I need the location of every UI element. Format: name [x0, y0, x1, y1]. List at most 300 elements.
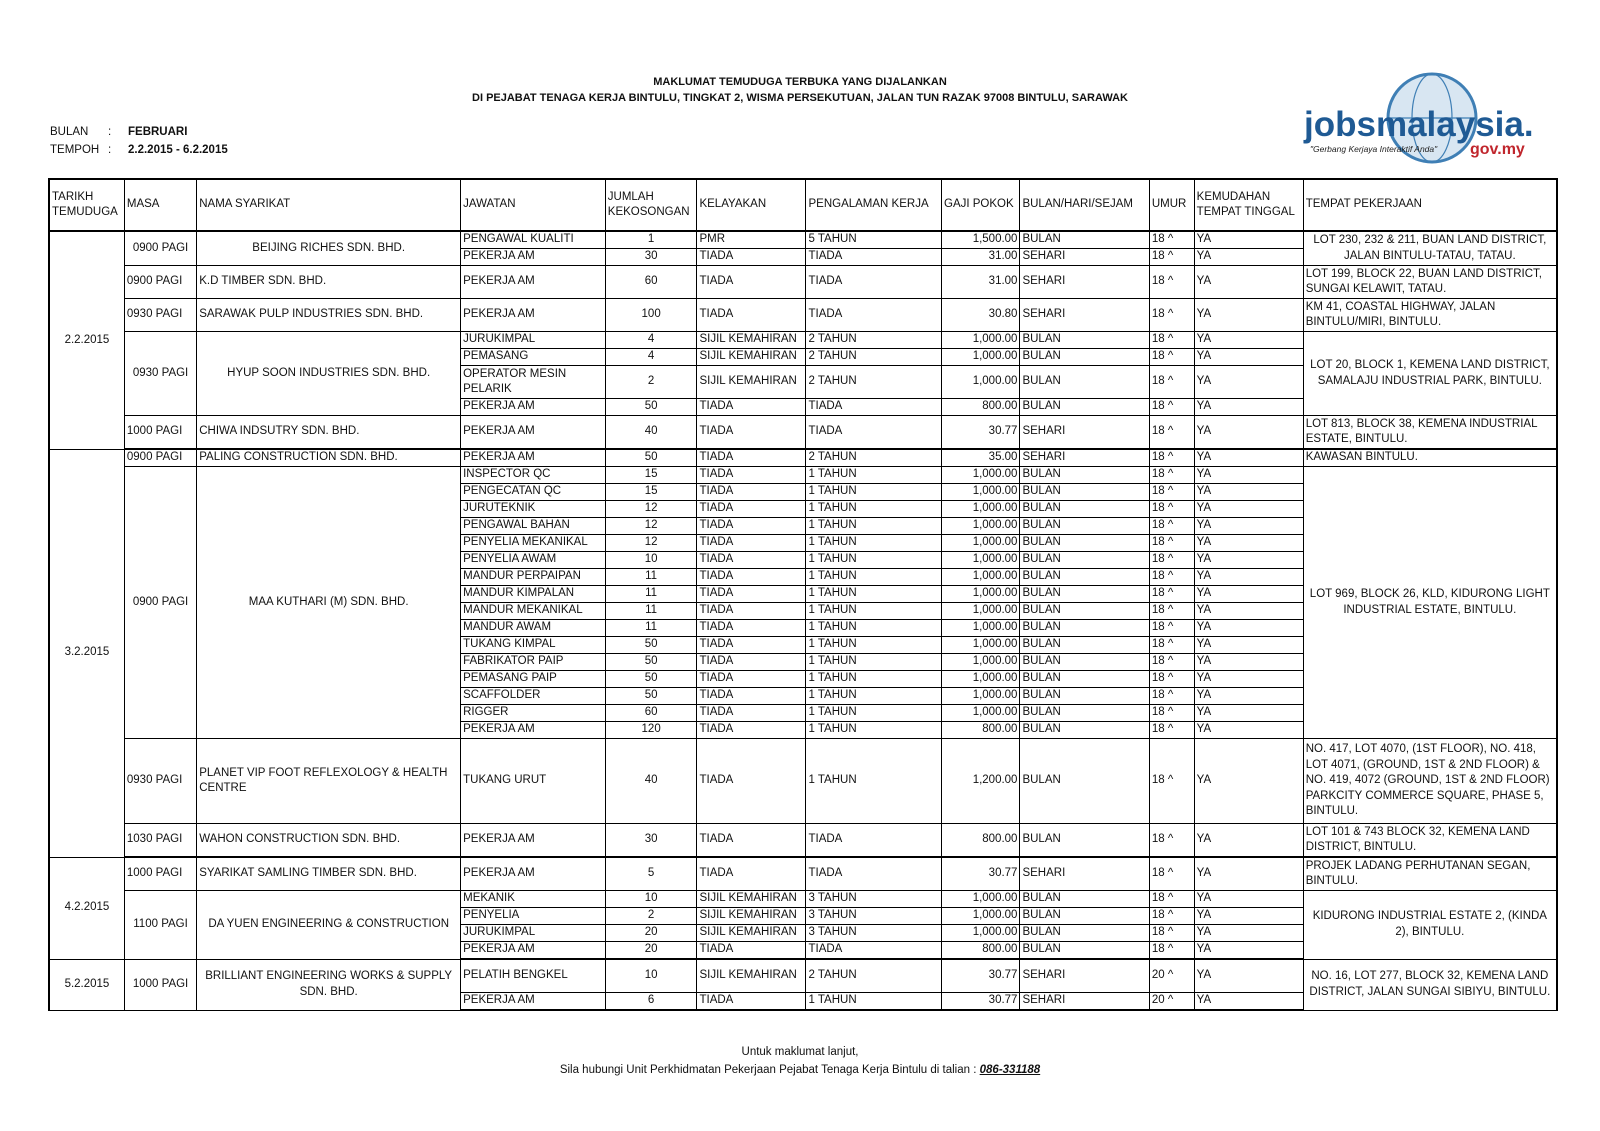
pay-period-cell: BULAN — [1020, 925, 1149, 942]
table-header-row — [49, 179, 1557, 231]
age-cell: 18 ^ — [1149, 569, 1194, 586]
col-header: KEMUDAHAN TEMPAT TINGGAL — [1194, 179, 1303, 231]
salary-cell: 1,000.00 — [942, 332, 1020, 349]
workplace-cell: LOT 813, BLOCK 38, KEMENA INDUSTRIAL ESTATE, BINTULU. — [1303, 416, 1557, 450]
salary-cell: 800.00 — [942, 942, 1020, 960]
position-cell: PEKERJA AM — [461, 942, 606, 960]
qualification-cell: TIADA — [697, 416, 806, 450]
pay-period-cell: BULAN — [1020, 654, 1149, 671]
age-cell: 18 ^ — [1149, 688, 1194, 705]
table-row — [49, 857, 1557, 891]
tempoh-value: 2.2.2015 - 6.2.2015 — [128, 144, 228, 156]
salary-cell: 1,000.00 — [942, 671, 1020, 688]
accommodation-cell: YA — [1194, 671, 1303, 688]
accommodation-cell: YA — [1194, 705, 1303, 722]
workplace-cell: PROJEK LADANG PERHUTANAN SEGAN, BINTULU. — [1303, 857, 1557, 891]
experience-cell: 1 TAHUN — [806, 705, 942, 722]
vacancy-count-cell: 20 — [605, 942, 697, 960]
experience-cell: 1 TAHUN — [806, 993, 942, 1011]
position-cell: MANDUR MEKANIKAL — [461, 603, 606, 620]
vacancy-count-cell: 15 — [605, 467, 697, 484]
age-cell: 18 ^ — [1149, 399, 1194, 416]
bulan-colon: : — [108, 126, 112, 138]
position-cell: MANDUR PERPAIPAN — [461, 569, 606, 586]
qualification-cell: TIADA — [697, 688, 806, 705]
interview-date-cell: 4.2.2015 — [49, 857, 124, 959]
vacancy-count-cell: 4 — [605, 332, 697, 349]
vacancy-count-cell: 4 — [605, 349, 697, 366]
age-cell: 18 ^ — [1149, 366, 1194, 399]
position-cell: PELATIH BENGKEL — [461, 959, 606, 993]
pay-period-cell: BULAN — [1020, 688, 1149, 705]
time-cell: 0930 PAGI — [124, 332, 196, 416]
salary-cell: 1,000.00 — [942, 925, 1020, 942]
tempoh-row — [50, 144, 228, 156]
vacancy-count-cell: 50 — [605, 399, 697, 416]
pay-period-cell: SEHARI — [1020, 857, 1149, 891]
company-name-cell: SYARIKAT SAMLING TIMBER SDN. BHD. — [197, 857, 461, 891]
pay-period-cell: BULAN — [1020, 552, 1149, 569]
age-cell: 18 ^ — [1149, 535, 1194, 552]
vacancy-count-cell: 11 — [605, 620, 697, 637]
experience-cell: TIADA — [806, 399, 942, 416]
footer-line-2 — [0, 1064, 1600, 1076]
experience-cell: 2 TAHUN — [806, 449, 942, 467]
qualification-cell: TIADA — [697, 637, 806, 654]
age-cell: 18 ^ — [1149, 467, 1194, 484]
position-cell: MANDUR AWAM — [461, 620, 606, 637]
vacancy-count-cell: 6 — [605, 993, 697, 1011]
vacancy-count-cell: 30 — [605, 249, 697, 266]
age-cell: 18 ^ — [1149, 637, 1194, 654]
qualification-cell: TIADA — [697, 467, 806, 484]
salary-cell: 1,000.00 — [942, 501, 1020, 518]
col-header: TEMPAT PEKERJAAN — [1303, 179, 1557, 231]
accommodation-cell: YA — [1194, 467, 1303, 484]
qualification-cell: SIJIL KEMAHIRAN — [697, 349, 806, 366]
col-header: NAMA SYARIKAT — [197, 179, 461, 231]
position-cell: PEKERJA AM — [461, 399, 606, 416]
qualification-cell: SIJIL KEMAHIRAN — [697, 891, 806, 908]
salary-cell: 1,000.00 — [942, 705, 1020, 722]
position-cell: SCAFFOLDER — [461, 688, 606, 705]
age-cell: 18 ^ — [1149, 857, 1194, 891]
workplace-cell: NO. 16, LOT 277, BLOCK 32, KEMENA LAND DISTRICT, JALAN SUNGAI SIBIYU, BINTULU. — [1303, 959, 1557, 1010]
col-header: KELAYAKAN — [697, 179, 806, 231]
vacancy-count-cell: 50 — [605, 671, 697, 688]
logo-tagline: "Gerbang Kerjaya Interaktif Anda" — [1310, 144, 1438, 154]
pay-period-cell: BULAN — [1020, 484, 1149, 501]
experience-cell: 2 TAHUN — [806, 332, 942, 349]
table-row — [49, 332, 1557, 349]
experience-cell: 1 TAHUN — [806, 535, 942, 552]
age-cell: 18 ^ — [1149, 942, 1194, 960]
pay-period-cell: BULAN — [1020, 366, 1149, 399]
salary-cell: 1,000.00 — [942, 349, 1020, 366]
bulan-row — [50, 126, 187, 138]
position-cell: JURUKIMPAL — [461, 332, 606, 349]
position-cell: PENYELIA AWAM — [461, 552, 606, 569]
experience-cell: 3 TAHUN — [806, 891, 942, 908]
experience-cell: TIADA — [806, 299, 942, 332]
col-header: BULAN/HARI/SEJAM — [1020, 179, 1149, 231]
company-name-cell: MAA KUTHARI (M) SDN. BHD. — [197, 467, 461, 739]
pay-period-cell: SEHARI — [1020, 249, 1149, 266]
salary-cell: 1,000.00 — [942, 891, 1020, 908]
pay-period-cell: SEHARI — [1020, 449, 1149, 467]
time-cell: 0900 PAGI — [124, 266, 196, 299]
pay-period-cell: BULAN — [1020, 501, 1149, 518]
age-cell: 18 ^ — [1149, 449, 1194, 467]
col-header: JAWATAN — [461, 179, 606, 231]
accommodation-cell: YA — [1194, 688, 1303, 705]
salary-cell: 1,000.00 — [942, 603, 1020, 620]
table-row — [49, 449, 1557, 467]
logo-domain-text: gov.my — [1470, 141, 1525, 158]
vacancy-count-cell: 50 — [605, 654, 697, 671]
pay-period-cell: BULAN — [1020, 942, 1149, 960]
pay-period-cell: BULAN — [1020, 603, 1149, 620]
time-cell: 1000 PAGI — [124, 416, 196, 450]
col-header: TARIKH TEMUDUGA — [49, 179, 124, 231]
age-cell: 18 ^ — [1149, 586, 1194, 603]
company-name-cell: CHIWA INDSUTRY SDN. BHD. — [197, 416, 461, 450]
qualification-cell: TIADA — [697, 552, 806, 569]
experience-cell: 2 TAHUN — [806, 366, 942, 399]
qualification-cell: TIADA — [697, 484, 806, 501]
table-row — [49, 231, 1557, 249]
age-cell: 18 ^ — [1149, 484, 1194, 501]
experience-cell: TIADA — [806, 942, 942, 960]
pay-period-cell: SEHARI — [1020, 993, 1149, 1011]
salary-cell: 1,200.00 — [942, 739, 1020, 824]
qualification-cell: SIJIL KEMAHIRAN — [697, 908, 806, 925]
experience-cell: 5 TAHUN — [806, 231, 942, 249]
age-cell: 18 ^ — [1149, 249, 1194, 266]
salary-cell: 30.80 — [942, 299, 1020, 332]
age-cell: 18 ^ — [1149, 552, 1194, 569]
position-cell: INSPECTOR QC — [461, 467, 606, 484]
time-cell: 1000 PAGI — [124, 857, 196, 891]
interview-date-cell: 2.2.2015 — [49, 231, 124, 449]
age-cell: 18 ^ — [1149, 603, 1194, 620]
table-row — [49, 266, 1557, 299]
pay-period-cell: BULAN — [1020, 231, 1149, 249]
table-row — [49, 891, 1557, 908]
accommodation-cell: YA — [1194, 603, 1303, 620]
qualification-cell: TIADA — [697, 654, 806, 671]
accommodation-cell: YA — [1194, 857, 1303, 891]
footer-contact-text: Sila hubungi Unit Perkhidmatan Pekerjaan Pejabat Tenaga Kerja Bintulu di talian : — [559, 1064, 977, 1076]
position-cell: PEMASANG — [461, 349, 606, 366]
experience-cell: 1 TAHUN — [806, 467, 942, 484]
time-cell: 0930 PAGI — [124, 299, 196, 332]
accommodation-cell: YA — [1194, 942, 1303, 960]
experience-cell: 1 TAHUN — [806, 569, 942, 586]
position-cell: PEKERJA AM — [461, 857, 606, 891]
position-cell: PEKERJA AM — [461, 449, 606, 467]
pay-period-cell: BULAN — [1020, 722, 1149, 739]
pay-period-cell: BULAN — [1020, 739, 1149, 824]
salary-cell: 30.77 — [942, 993, 1020, 1011]
vacancy-count-cell: 5 — [605, 857, 697, 891]
salary-cell: 31.00 — [942, 266, 1020, 299]
table-row — [49, 299, 1557, 332]
pay-period-cell: BULAN — [1020, 535, 1149, 552]
accommodation-cell: YA — [1194, 518, 1303, 535]
footer-line-1: Untuk maklumat lanjut, — [741, 1046, 859, 1058]
accommodation-cell: YA — [1194, 535, 1303, 552]
accommodation-cell: YA — [1194, 416, 1303, 450]
vacancy-count-cell: 40 — [605, 739, 697, 824]
vacancy-count-cell: 100 — [605, 299, 697, 332]
table-row — [49, 467, 1557, 484]
vacancy-count-cell: 11 — [605, 586, 697, 603]
position-cell: PENYELIA MEKANIKAL — [461, 535, 606, 552]
qualification-cell: TIADA — [697, 535, 806, 552]
title-line-1: MAKLUMAT TEMUDUGA TERBUKA YANG DIJALANKAN — [653, 76, 947, 88]
position-cell: TUKANG KIMPAL — [461, 637, 606, 654]
salary-cell: 1,000.00 — [942, 467, 1020, 484]
qualification-cell: TIADA — [697, 266, 806, 299]
qualification-cell: TIADA — [697, 705, 806, 722]
experience-cell: 1 TAHUN — [806, 484, 942, 501]
salary-cell: 800.00 — [942, 722, 1020, 739]
accommodation-cell: YA — [1194, 266, 1303, 299]
age-cell: 18 ^ — [1149, 416, 1194, 450]
vacancy-count-cell: 12 — [605, 518, 697, 535]
accommodation-cell: YA — [1194, 959, 1303, 993]
salary-cell: 1,000.00 — [942, 569, 1020, 586]
experience-cell: 3 TAHUN — [806, 925, 942, 942]
experience-cell: TIADA — [806, 416, 942, 450]
workplace-cell: LOT 230, 232 & 211, BUAN LAND DISTRICT, JALAN BINTULU-TATAU, TATAU. — [1303, 231, 1557, 266]
vacancy-count-cell: 10 — [605, 891, 697, 908]
salary-cell: 35.00 — [942, 449, 1020, 467]
position-cell: PEKERJA AM — [461, 416, 606, 450]
salary-cell: 30.77 — [942, 416, 1020, 450]
col-header: JUMLAH KEKOSONGAN — [605, 179, 697, 231]
accommodation-cell: YA — [1194, 722, 1303, 739]
time-cell: 1030 PAGI — [124, 824, 196, 858]
salary-cell: 1,000.00 — [942, 688, 1020, 705]
salary-cell: 1,000.00 — [942, 654, 1020, 671]
age-cell: 18 ^ — [1149, 654, 1194, 671]
vacancy-count-cell: 2 — [605, 908, 697, 925]
age-cell: 18 ^ — [1149, 231, 1194, 249]
qualification-cell: TIADA — [697, 942, 806, 960]
experience-cell: 1 TAHUN — [806, 586, 942, 603]
experience-cell: 1 TAHUN — [806, 739, 942, 824]
qualification-cell: PMR — [697, 231, 806, 249]
vacancy-count-cell: 12 — [605, 501, 697, 518]
pay-period-cell: BULAN — [1020, 908, 1149, 925]
salary-cell: 800.00 — [942, 824, 1020, 858]
position-cell: OPERATOR MESIN PELARIK — [461, 366, 606, 399]
table-row — [49, 959, 1557, 993]
qualification-cell: TIADA — [697, 399, 806, 416]
vacancy-count-cell: 40 — [605, 416, 697, 450]
qualification-cell: SIJIL KEMAHIRAN — [697, 366, 806, 399]
workplace-cell: KM 41, COASTAL HIGHWAY, JALAN BINTULU/MIRI, BINTULU. — [1303, 299, 1557, 332]
accommodation-cell: YA — [1194, 552, 1303, 569]
position-cell: PEKERJA AM — [461, 722, 606, 739]
experience-cell: 1 TAHUN — [806, 688, 942, 705]
salary-cell: 1,000.00 — [942, 484, 1020, 501]
interview-date-cell: 3.2.2015 — [49, 449, 124, 857]
qualification-cell: TIADA — [697, 299, 806, 332]
table-body — [49, 231, 1557, 1010]
col-header: PENGALAMAN KERJA — [806, 179, 942, 231]
pay-period-cell: BULAN — [1020, 349, 1149, 366]
company-name-cell: PLANET VIP FOOT REFLEXOLOGY & HEALTH CENTRE — [197, 739, 461, 824]
pay-period-cell: BULAN — [1020, 824, 1149, 858]
workplace-cell: LOT 199, BLOCK 22, BUAN LAND DISTRICT, SUNGAI KELAWIT, TATAU. — [1303, 266, 1557, 299]
experience-cell: 2 TAHUN — [806, 349, 942, 366]
position-cell: PEKERJA AM — [461, 824, 606, 858]
pay-period-cell: SEHARI — [1020, 299, 1149, 332]
experience-cell: 1 TAHUN — [806, 552, 942, 569]
position-cell: PEMASANG PAIP — [461, 671, 606, 688]
qualification-cell: TIADA — [697, 857, 806, 891]
position-cell: JURUKIMPAL — [461, 925, 606, 942]
workplace-cell: LOT 101 & 743 BLOCK 32, KEMENA LAND DISTRICT, BINTULU. — [1303, 824, 1557, 858]
age-cell: 18 ^ — [1149, 824, 1194, 858]
qualification-cell: TIADA — [697, 993, 806, 1011]
company-name-cell: WAHON CONSTRUCTION SDN. BHD. — [197, 824, 461, 858]
col-header: GAJI POKOK — [942, 179, 1020, 231]
vacancy-count-cell: 10 — [605, 552, 697, 569]
qualification-cell: SIJIL KEMAHIRAN — [697, 925, 806, 942]
salary-cell: 1,000.00 — [942, 637, 1020, 654]
age-cell: 18 ^ — [1149, 739, 1194, 824]
age-cell: 18 ^ — [1149, 908, 1194, 925]
salary-cell: 1,000.00 — [942, 552, 1020, 569]
qualification-cell: TIADA — [697, 671, 806, 688]
salary-cell: 31.00 — [942, 249, 1020, 266]
vacancy-count-cell: 12 — [605, 535, 697, 552]
vacancy-count-cell: 20 — [605, 925, 697, 942]
age-cell: 18 ^ — [1149, 620, 1194, 637]
accommodation-cell: YA — [1194, 637, 1303, 654]
experience-cell: 1 TAHUN — [806, 654, 942, 671]
age-cell: 18 ^ — [1149, 266, 1194, 299]
position-cell: PENYELIA — [461, 908, 606, 925]
salary-cell: 1,500.00 — [942, 231, 1020, 249]
company-name-cell: SARAWAK PULP INDUSTRIES SDN. BHD. — [197, 299, 461, 332]
company-name-cell: BRILLIANT ENGINEERING WORKS & SUPPLY SDN. BHD. — [197, 959, 461, 1010]
company-name-cell: DA YUEN ENGINEERING & CONSTRUCTION — [197, 891, 461, 960]
workplace-cell: LOT 969, BLOCK 26, KLD, KIDURONG LIGHT INDUSTRIAL ESTATE, BINTULU. — [1303, 467, 1557, 739]
qualification-cell: TIADA — [697, 249, 806, 266]
vacancy-count-cell: 50 — [605, 637, 697, 654]
vacancy-count-cell: 50 — [605, 688, 697, 705]
pay-period-cell: BULAN — [1020, 586, 1149, 603]
accommodation-cell: YA — [1194, 654, 1303, 671]
qualification-cell: TIADA — [697, 739, 806, 824]
accommodation-cell: YA — [1194, 449, 1303, 467]
accommodation-cell: YA — [1194, 349, 1303, 366]
workplace-cell: NO. 417, LOT 4070, (1ST FLOOR), NO. 418, LOT 4071, (GROUND, 1ST & 2ND FLOOR) & NO. 419, 4072 (GROUND, 1ST & 2ND FLOOR) PARKCITY COMMERCE SQUARE, PHASE 5, BINTULU. — [1303, 739, 1557, 824]
salary-cell: 1,000.00 — [942, 908, 1020, 925]
time-cell: 0900 PAGI — [124, 467, 196, 739]
pay-period-cell: SEHARI — [1020, 416, 1149, 450]
age-cell: 20 ^ — [1149, 993, 1194, 1011]
experience-cell: 1 TAHUN — [806, 671, 942, 688]
pay-period-cell: BULAN — [1020, 569, 1149, 586]
salary-cell: 30.77 — [942, 857, 1020, 891]
age-cell: 18 ^ — [1149, 671, 1194, 688]
qualification-cell: TIADA — [697, 586, 806, 603]
pay-period-cell: BULAN — [1020, 891, 1149, 908]
vacancy-count-cell: 30 — [605, 824, 697, 858]
accommodation-cell: YA — [1194, 484, 1303, 501]
workplace-cell: LOT 20, BLOCK 1, KEMENA LAND DISTRICT, SAMALAJU INDUSTRIAL PARK, BINTULU. — [1303, 332, 1557, 416]
qualification-cell: TIADA — [697, 449, 806, 467]
accommodation-cell: YA — [1194, 993, 1303, 1011]
position-cell: JURUTEKNIK — [461, 501, 606, 518]
time-cell: 0930 PAGI — [124, 739, 196, 824]
position-cell: PEKERJA AM — [461, 266, 606, 299]
age-cell: 18 ^ — [1149, 501, 1194, 518]
age-cell: 18 ^ — [1149, 705, 1194, 722]
company-name-cell: HYUP SOON INDUSTRIES SDN. BHD. — [197, 332, 461, 416]
salary-cell: 1,000.00 — [942, 366, 1020, 399]
qualification-cell: TIADA — [697, 722, 806, 739]
pay-period-cell: SEHARI — [1020, 959, 1149, 993]
salary-cell: 1,000.00 — [942, 620, 1020, 637]
qualification-cell: SIJIL KEMAHIRAN — [697, 959, 806, 993]
experience-cell: TIADA — [806, 266, 942, 299]
accommodation-cell: YA — [1194, 739, 1303, 824]
time-cell: 0900 PAGI — [124, 449, 196, 467]
qualification-cell: TIADA — [697, 603, 806, 620]
vacancy-count-cell: 120 — [605, 722, 697, 739]
position-cell: PENGAWAL KUALITI — [461, 231, 606, 249]
table-row — [49, 416, 1557, 450]
position-cell: FABRIKATOR PAIP — [461, 654, 606, 671]
vacancy-count-cell: 50 — [605, 449, 697, 467]
qualification-cell: TIADA — [697, 501, 806, 518]
qualification-cell: TIADA — [697, 824, 806, 858]
vacancy-count-cell: 2 — [605, 366, 697, 399]
time-cell: 1000 PAGI — [124, 959, 196, 1010]
vacancy-count-cell: 10 — [605, 959, 697, 993]
table-row — [49, 739, 1557, 824]
vacancy-count-cell: 11 — [605, 603, 697, 620]
age-cell: 18 ^ — [1149, 299, 1194, 332]
workplace-cell: KAWASAN BINTULU. — [1303, 449, 1557, 467]
pay-period-cell: BULAN — [1020, 637, 1149, 654]
age-cell: 18 ^ — [1149, 891, 1194, 908]
accommodation-cell: YA — [1194, 569, 1303, 586]
bulan-label: BULAN — [50, 126, 89, 138]
salary-cell: 1,000.00 — [942, 535, 1020, 552]
pay-period-cell: BULAN — [1020, 705, 1149, 722]
interview-table — [48, 178, 1558, 1011]
salary-cell: 1,000.00 — [942, 518, 1020, 535]
accommodation-cell: YA — [1194, 586, 1303, 603]
accommodation-cell: YA — [1194, 366, 1303, 399]
experience-cell: TIADA — [806, 857, 942, 891]
position-cell: PEKERJA AM — [461, 299, 606, 332]
age-cell: 20 ^ — [1149, 959, 1194, 993]
pay-period-cell: BULAN — [1020, 620, 1149, 637]
age-cell: 18 ^ — [1149, 332, 1194, 349]
title-line-2: DI PEJABAT TENAGA KERJA BINTULU, TINGKAT 2, WISMA PERSEKUTUAN, JALAN TUN RAZAK 97008 BINTULU, SARAWAK — [472, 92, 1128, 104]
col-header: UMUR — [1149, 179, 1194, 231]
salary-cell: 30.77 — [942, 959, 1020, 993]
